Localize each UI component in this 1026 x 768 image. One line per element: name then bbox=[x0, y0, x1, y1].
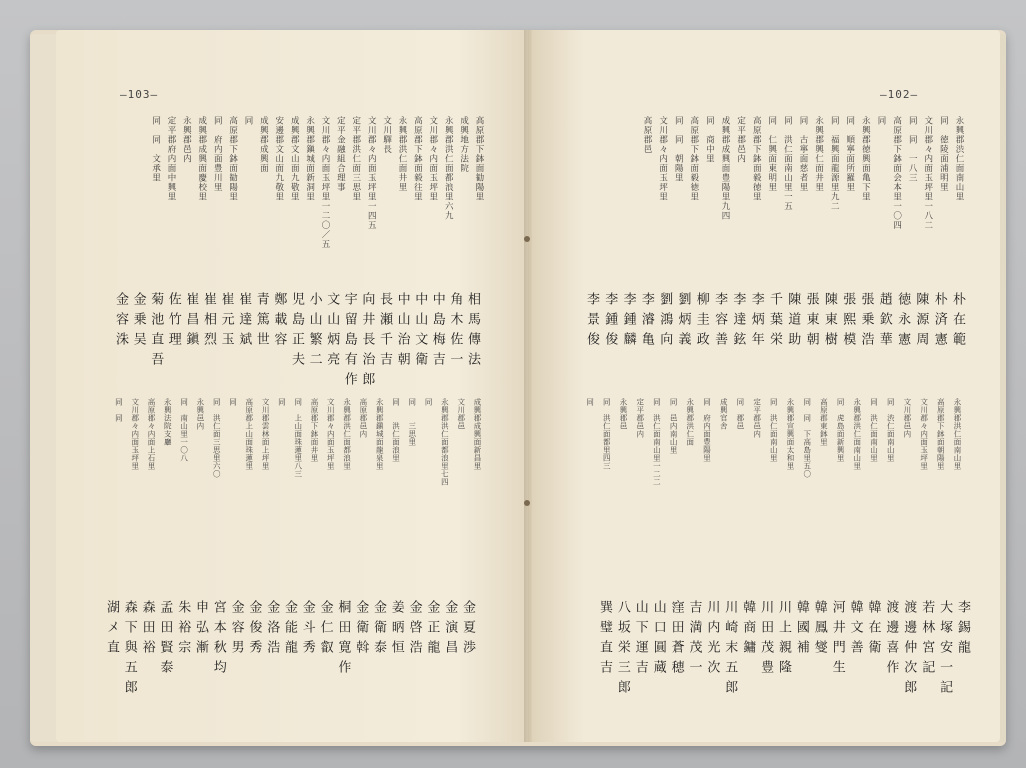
person-name: 若林宮記 bbox=[919, 600, 935, 680]
person-name: 川崎末五郎 bbox=[722, 600, 738, 700]
address-entry: 永興郡渋仁面南山里 bbox=[954, 116, 964, 202]
address-entry: 定平郡洪仁面三思里 bbox=[350, 116, 361, 202]
person-name: 菊池直吾 bbox=[148, 292, 164, 372]
address-entry: 文川郡雲林面上坪里 bbox=[261, 398, 271, 470]
person-name: 金正龍 bbox=[424, 600, 440, 660]
address-entry: 定平郡邑内 bbox=[635, 398, 645, 438]
address-entry: 永興郡洪仁面都浪里六九 bbox=[443, 116, 454, 221]
person-name: 金演昌 bbox=[442, 600, 458, 660]
address-entry: 同 府内面豊川里 bbox=[212, 116, 223, 192]
person-name: 森下與五郎 bbox=[121, 600, 137, 700]
person-name: 金斗秀 bbox=[299, 600, 315, 660]
address-entry: 同 府内面豊陽里 bbox=[702, 398, 712, 462]
address-entry: 同 同 一八三 bbox=[907, 116, 918, 183]
person-name: 徳永憲 bbox=[895, 292, 911, 352]
address-entry: 高原郡下鉢面会本里一〇四 bbox=[891, 116, 902, 230]
address-entry: 永興郡鎭城面龍泉里 bbox=[375, 398, 385, 470]
address-entry: 同 同 bbox=[114, 398, 124, 422]
address-entry: 同 洪仁面南山里 bbox=[869, 398, 879, 462]
address-entry: 定平郡邑内 bbox=[752, 398, 762, 438]
person-name: 柳圭政 bbox=[693, 292, 709, 352]
address-entry: 永興郡洪仁面井里 bbox=[397, 116, 407, 192]
person-name: 金容男 bbox=[228, 600, 244, 660]
address-entry: 文川郡々内面玉坪里一八二 bbox=[922, 116, 933, 230]
person-name: 山口圓蔵 bbox=[650, 600, 666, 680]
left-page-number: —103— bbox=[120, 88, 159, 101]
address-entry: 同 bbox=[243, 116, 253, 126]
address-entry: 永興郡徳興面亀下里 bbox=[860, 116, 871, 202]
address-entry: 文川郡々内面玉坪里 bbox=[427, 116, 438, 202]
person-name: 中山治朝 bbox=[394, 292, 410, 372]
address-entry: 成興郡成興面豊陽里九四 bbox=[720, 116, 730, 221]
person-name: 森田裕 bbox=[139, 600, 155, 660]
address-entry: 永興郡洪仁面南山里 bbox=[953, 398, 962, 470]
address-entry: 同 洪仁面都里四三 bbox=[602, 398, 612, 470]
address-entry: 永興郡興仁面井里 bbox=[813, 116, 824, 192]
person-name: 崔元玉 bbox=[218, 292, 234, 352]
person-name: 金乗吴 bbox=[130, 292, 146, 352]
address-entry: 永興郡洪仁面 bbox=[685, 398, 695, 446]
address-entry: 高原郡下鉢面井里 bbox=[310, 398, 319, 462]
person-name: 中山文衛 bbox=[412, 292, 428, 372]
person-name: 劉鴻向 bbox=[657, 292, 673, 352]
person-name: 金能龍 bbox=[282, 600, 297, 660]
address-entry: 永興邑内 bbox=[195, 398, 205, 430]
address-entry: 定平郡府内面中興里 bbox=[166, 116, 176, 202]
person-name: 金衛泰 bbox=[371, 600, 386, 660]
person-name: 金衛斡 bbox=[353, 600, 369, 660]
address-entry: 同 bbox=[277, 398, 287, 406]
address-entry: 同 渋仁面南山里 bbox=[886, 398, 896, 462]
address-entry: 成興郡文山面九敬里 bbox=[289, 116, 300, 202]
address-entry: 永興法院支廳 bbox=[163, 398, 173, 446]
address-entry: 成興郡成興面 bbox=[258, 116, 269, 173]
person-name: 千葉栄 bbox=[767, 292, 782, 352]
person-name: 金啓浩 bbox=[406, 600, 422, 660]
person-name: 金容洙 bbox=[113, 292, 128, 352]
person-name: 陳東樹 bbox=[821, 292, 837, 352]
address-entry: 永興郡鎭城面新洞里 bbox=[304, 116, 315, 202]
address-entry: 同 虎島面新興里 bbox=[836, 398, 846, 462]
binding-hole-icon bbox=[524, 500, 530, 506]
binding-hole-icon bbox=[524, 236, 530, 242]
address-entry: 永興郡邑内 bbox=[181, 116, 192, 164]
address-entry: 同 南山里一〇八 bbox=[179, 398, 189, 462]
person-name: 朴在範 bbox=[950, 292, 965, 352]
person-name: 孟田賢泰 bbox=[157, 600, 173, 680]
address-entry: 高原郡々内面上石里 bbox=[147, 398, 156, 470]
address-entry: 成興官舎 bbox=[719, 398, 729, 430]
address-entry: 同 上山面珠蓮里八三 bbox=[293, 398, 303, 478]
person-name: 児島正夫 bbox=[289, 292, 304, 372]
address-entry: 同 洪仁面南山里一五 bbox=[782, 116, 793, 211]
person-name: 李炳年 bbox=[748, 292, 764, 352]
person-name: 張乗浩 bbox=[858, 292, 874, 352]
address-entry: 同 商中里 bbox=[704, 116, 715, 164]
address-entry: 文川郡々内面玉坪里 bbox=[657, 116, 668, 202]
person-name: 姜昞恒 bbox=[388, 600, 404, 660]
person-name: 李容善 bbox=[712, 292, 728, 352]
address-entry: 成興郡成興面慶校里 bbox=[196, 116, 207, 202]
person-name: 山下運吉 bbox=[632, 600, 648, 680]
address-entry: 永興郡邑 bbox=[619, 398, 628, 430]
address-entry: 同 bbox=[876, 116, 886, 126]
person-name: 金俊秀 bbox=[246, 600, 262, 660]
address-entry: 同 同 文承里 bbox=[150, 116, 161, 183]
person-name: 申弘漸 bbox=[193, 600, 208, 660]
address-entry: 高原郡下鉢面毅徳里 bbox=[688, 116, 699, 202]
person-name: 李鍾麟 bbox=[620, 292, 636, 352]
address-entry: 同 福興面龍源里九二 bbox=[829, 116, 840, 211]
person-name: 佐竹理 bbox=[165, 292, 181, 352]
person-name: 李錫龍 bbox=[955, 600, 970, 660]
person-name: 張熙模 bbox=[840, 292, 856, 352]
person-name: 河井門生 bbox=[829, 600, 845, 680]
person-name: 朴済憲 bbox=[931, 292, 947, 352]
address-entry: 高原郡東鉢里 bbox=[819, 398, 829, 446]
address-entry: 文川郡邑 bbox=[456, 398, 466, 430]
person-name: 川上親隆 bbox=[776, 600, 791, 680]
person-name: 張東朝 bbox=[803, 292, 819, 352]
person-name: 陳源周 bbox=[913, 292, 929, 352]
person-name: 李達鉉 bbox=[730, 292, 746, 352]
person-name: 湖メ直 bbox=[104, 600, 119, 660]
person-name: 韓商鏞 bbox=[740, 600, 756, 660]
person-name: 李鍾俊 bbox=[602, 292, 618, 352]
address-entry: 高原郡下鉢面毅徳里 bbox=[751, 116, 762, 202]
person-name: 陳道助 bbox=[785, 292, 801, 352]
address-entry: 文川郡々内面玉坪里 bbox=[919, 398, 929, 470]
person-name: 韓在衛 bbox=[865, 600, 881, 660]
address-entry: 同 郡邑 bbox=[735, 398, 745, 430]
address-entry: 同 洪仁面三思里六〇 bbox=[212, 398, 222, 478]
address-entry: 高原郡邑内 bbox=[358, 398, 368, 438]
address-entry: 永興郡洪仁面都浪里 bbox=[342, 398, 352, 470]
person-name: 韓國補 bbox=[793, 600, 809, 660]
person-name: 金仁叡 bbox=[317, 600, 333, 660]
person-name: 金洛浩 bbox=[264, 600, 280, 660]
person-name: 角木佐一 bbox=[447, 292, 463, 372]
address-entry: 高原郡下鉢面勧陽里 bbox=[474, 116, 484, 202]
person-name: 文山炳亮 bbox=[324, 292, 340, 372]
person-name: 向井長治郎 bbox=[359, 292, 375, 392]
person-name: 渡邊仲次郎 bbox=[901, 600, 917, 700]
person-name: 巽璧直吉 bbox=[597, 600, 612, 680]
person-name: 渡邊喜作 bbox=[883, 600, 899, 680]
address-entry: 永興郡宣興面太和里 bbox=[786, 398, 795, 470]
address-entry: 成興地方法院 bbox=[458, 116, 469, 173]
person-name: 趙欽華 bbox=[876, 292, 892, 352]
address-entry: 同 古寧面慈者里 bbox=[798, 116, 808, 192]
address-entry: 高原郡下鉢面朝陽里 bbox=[936, 398, 946, 470]
address-entry: 同 bbox=[585, 398, 595, 406]
person-name: 崔相烈 bbox=[201, 292, 216, 352]
address-entry: 同 bbox=[424, 398, 434, 406]
person-name: 韓文善 bbox=[847, 600, 863, 660]
address-entry: 安邊郡文山面九敬里 bbox=[273, 116, 284, 202]
person-name: 青篤世 bbox=[253, 292, 269, 352]
right-page-number: —102— bbox=[880, 88, 919, 101]
person-name: 小山繁二 bbox=[306, 292, 322, 372]
address-entry: 文川驛長 bbox=[381, 116, 392, 154]
person-name: 金夏渉 bbox=[460, 600, 475, 660]
address-entry: 高原郡下鉢面勧陽里 bbox=[227, 116, 238, 202]
address-entry: 文川郡邑内 bbox=[902, 398, 912, 438]
person-name: 桐田寛作 bbox=[335, 600, 351, 680]
address-entry: 同 邑内南山里 bbox=[669, 398, 679, 454]
person-name: 大塚安一記 bbox=[937, 600, 953, 700]
person-name: 崔達斌 bbox=[236, 292, 252, 352]
address-entry: 同 洪仁面浪里 bbox=[391, 398, 401, 462]
person-name: 八坂栄三郎 bbox=[614, 600, 630, 700]
person-name: 崔昌鎭 bbox=[183, 292, 199, 352]
address-entry: 文川郡々内面玉坪里 bbox=[130, 398, 140, 470]
person-name: 李濬亀 bbox=[638, 292, 654, 352]
address-entry: 高原郡下鉢面毅往里 bbox=[412, 116, 423, 202]
person-name: 宮本秋均 bbox=[210, 600, 226, 680]
address-entry: 同 同 朝陽里 bbox=[673, 116, 684, 183]
person-name: 川内光次 bbox=[704, 600, 720, 680]
address-entry: 同 洪仁面南山里 bbox=[769, 398, 779, 462]
person-name: 川田茂豊 bbox=[758, 600, 774, 680]
address-entry: 同 bbox=[228, 398, 238, 406]
person-name: 劉炳義 bbox=[675, 292, 691, 352]
person-name: 宇留島有作 bbox=[341, 292, 357, 392]
address-entry: 定平郡邑内 bbox=[735, 116, 746, 164]
address-entry: 同 徳陵面浦明里 bbox=[938, 116, 949, 192]
address-entry: 永興郡洪仁面都浪里七四 bbox=[440, 398, 450, 486]
person-name: 窪田蒼穂 bbox=[668, 600, 684, 680]
address-entry: 同 洪仁面南山里一二二 bbox=[652, 398, 662, 486]
person-name: 韓鳳燮 bbox=[811, 600, 827, 660]
address-entry: 同 順寧面所羅里 bbox=[844, 116, 855, 192]
address-entry: 同 仁興面東明里 bbox=[766, 116, 777, 192]
address-entry: 文川郡々内面玉坪里 bbox=[326, 398, 336, 470]
address-entry: 文川郡々内面玉坪里一二〇／五 bbox=[320, 116, 330, 249]
person-name: 李景俊 bbox=[584, 292, 599, 352]
address-entry: 定平金融組合理事 bbox=[335, 116, 346, 192]
address-entry: 同 同 下高島里五〇 bbox=[802, 398, 812, 478]
address-entry: 高原郡邑 bbox=[642, 116, 652, 154]
person-name: 鄭載容 bbox=[271, 292, 287, 352]
person-name: 吉満茂一 bbox=[686, 600, 702, 680]
person-name: 中島梅吉 bbox=[429, 292, 445, 372]
person-name: 相馬傳法 bbox=[465, 292, 480, 372]
book-gutter bbox=[524, 30, 532, 742]
address-entry: 成興郡成興面新昌里 bbox=[473, 398, 482, 470]
address-entry: 文川郡々内面玉坪里一四五 bbox=[366, 116, 377, 230]
person-name: 長瀬千吉 bbox=[377, 292, 392, 372]
address-entry: 高原郡上山面珠蓮里 bbox=[244, 398, 254, 470]
address-entry: 永興郡洪仁面南山里 bbox=[852, 398, 862, 470]
person-name: 朱裕宗 bbox=[175, 600, 191, 660]
address-entry: 同 三思里 bbox=[407, 398, 417, 446]
